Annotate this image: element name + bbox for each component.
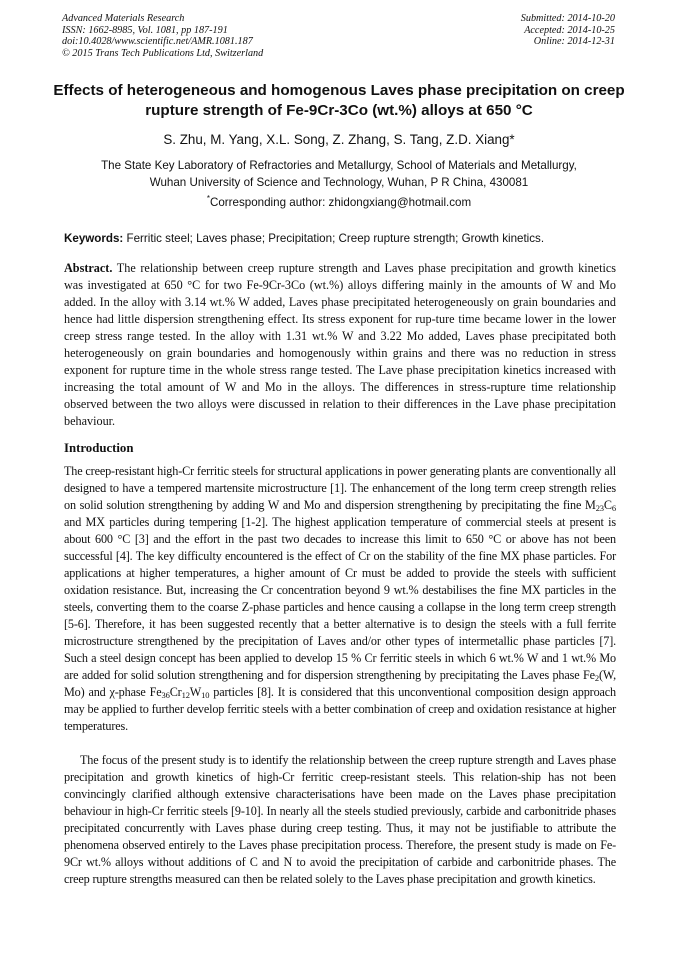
affiliation bbox=[50, 157, 628, 191]
intro-p1-text-f: W bbox=[189, 685, 202, 699]
abstract-label: Abstract. bbox=[64, 261, 113, 275]
subscript: 12 bbox=[181, 690, 190, 700]
subscript: 10 bbox=[201, 690, 210, 700]
introduction-paragraph-1 bbox=[64, 463, 616, 735]
intro-p1-text-a: The creep-resistant high-Cr ferritic steels for structural applications in power generating plants are conventionally all designed to have a tempered martensite microstructure [1]. The enhancement of the long term creep strength relies on solid solution strengthening by adding W and Mo and dispersion strengthening by precipitating the fine M bbox=[64, 464, 616, 512]
dates-header bbox=[521, 13, 615, 48]
keywords bbox=[64, 231, 616, 247]
abstract bbox=[64, 260, 616, 430]
doi-line: doi:10.4028/www.scientific.net/AMR.1081.187 bbox=[62, 36, 253, 48]
journal-name: Advanced Materials Research bbox=[62, 13, 185, 24]
subscript: 2 bbox=[594, 673, 599, 683]
affiliation-line-1: The State Key Laboratory of Refractories and Metallurgy, School of Materials and Metallurgy, bbox=[101, 159, 577, 172]
keywords-label: Keywords: bbox=[64, 232, 124, 245]
corresponding-author bbox=[50, 191, 628, 211]
copyright-line: © 2015 Trans Tech Publications Ltd, Switzerland bbox=[62, 47, 264, 59]
introduction-paragraph-2: The focus of the present study is to identify the relationship between the creep rupture strength and Laves phase precipitation and growth kinetics of high-Cr ferritic creep-resistant steels. This relation-ship has not been convincingly clarified although extensive characterisations have been made on the Laves phase precipitation behaviour in high-Cr ferritic steels [9-10]. In nearly all the steels studied previously, carbide and carbonitride phases precipitated concurrently with Laves phase during creep testing. Thus, it may not be justifiable to attribute the phenomena observed entirely to the Laves phase precipitation process. Therefore, the present study is made on Fe-9Cr wt.% alloys without additions of C and N to avoid the precipitation of carbide and carbonitride phases. The creep rupture strengths measured can then be related solely to the Laves phase precipitation and growth kinetics. bbox=[64, 753, 616, 886]
intro-p1-text-e: Cr bbox=[169, 685, 182, 699]
intro-p1-text-c: and MX particles during tempering [1-2]. The highest application temperature of commercial steels at present is about 600 °C [3] and the effort in the past two decades to increase this limit to 650 °C or above has not been successful [4]. The key difficulty encountered is the effect of Cr on the stability of the fine MX phase particles. For applications at higher temperatures, a higher amount of Cr must be added to provide the steels with sufficient oxidation resistance. But, increasing the Cr concentration beyond 9 wt.% destabilises the fine MX particles in the steels, converting them to the coarse Z-phase particles and hence causing a collapse in the long term creep strength [5-6]. Therefore, it has been suggested recently that a better alternative is to design the steels with a full ferrite microstructure strengthened by the precipitation of Laves and/or other types of intermetallic phase particles [7]. Such a steel design concept has been applied to develop 15 % Cr ferritic steels in which 6 wt.% W and 1 wt.% Mo are added for solid solution strengthening and for dispersion strengthening by precipitating the Laves phase Fe bbox=[64, 515, 616, 682]
issn-line: ISSN: 1662-8985, Vol. 1081, pp 187-191 bbox=[62, 24, 228, 36]
journal-header bbox=[62, 13, 263, 59]
subscript: 36 bbox=[161, 690, 170, 700]
introduction-heading: Introduction bbox=[64, 441, 134, 455]
paper-title: Effects of heterogeneous and homogenous Laves phase precipitation on creep rupture strength of Fe-9Cr-3Co (wt.%) alloys at 650 °C bbox=[53, 82, 625, 119]
corresponding-text: Corresponding author: zhidongxiang@hotmail.com bbox=[209, 195, 472, 209]
accepted-date: Accepted: 2014-10-25 bbox=[524, 24, 615, 36]
affiliation-line-2: Wuhan University of Science and Technology, Wuhan, P R China, 430081 bbox=[149, 176, 529, 189]
corresponding-mark: * bbox=[206, 194, 210, 203]
submitted-date: Submitted: 2014-10-20 bbox=[520, 13, 615, 24]
intro-p1-text-d: (W, Mo) and χ-phase Fe bbox=[64, 668, 616, 699]
online-date: Online: 2014-12-31 bbox=[533, 36, 615, 48]
keywords-text: Ferritic steel; Laves phase; Precipitation; Creep rupture strength; Growth kinetics. bbox=[126, 232, 545, 245]
subscript: 6 bbox=[611, 503, 616, 513]
intro-p1-text-g: particles [8]. It is considered that this unconventional composition design approach may be applied to further develop ferritic steels with a better combination of creep and oxidation resistance at higher temperatures. bbox=[64, 685, 616, 733]
author-list: S. Zhu, M. Yang, X.L. Song, Z. Zhang, S. Tang, Z.D. Xiang* bbox=[163, 132, 515, 147]
intro-p1-text-b: C bbox=[603, 498, 612, 512]
subscript: 23 bbox=[595, 503, 604, 513]
abstract-text: The relationship between creep rupture strength and Laves phase precipitation and growth kinetics was investigated at 650 °C for two Fe-9Cr-3Co (wt.%) alloys differing mainly in the amounts of W and Mo added. In the alloy with 3.14 wt.% W added, Laves phase precipitated heterogeneously on grain boundaries and hence had little dispersion strengthening effect. Its stress exponent for rup-ture time became lower in the lower creep stress range tested. In the alloy with 1.31 wt.% W and 3.22 Mo added, Laves phase precipitated both heterogeneously on grain boundaries and homogenously within grains and there was no reduction in stress exponent for rupture time in the whole stress range tested. The Lave phase precipitation kinetics increased with increasing the total amount of W and Mo in the alloys. The differences in stress-rupture time relationship observed between the two alloys were discussed in relation to their differences in the Lave phase precipitation behaviour. bbox=[64, 261, 617, 428]
